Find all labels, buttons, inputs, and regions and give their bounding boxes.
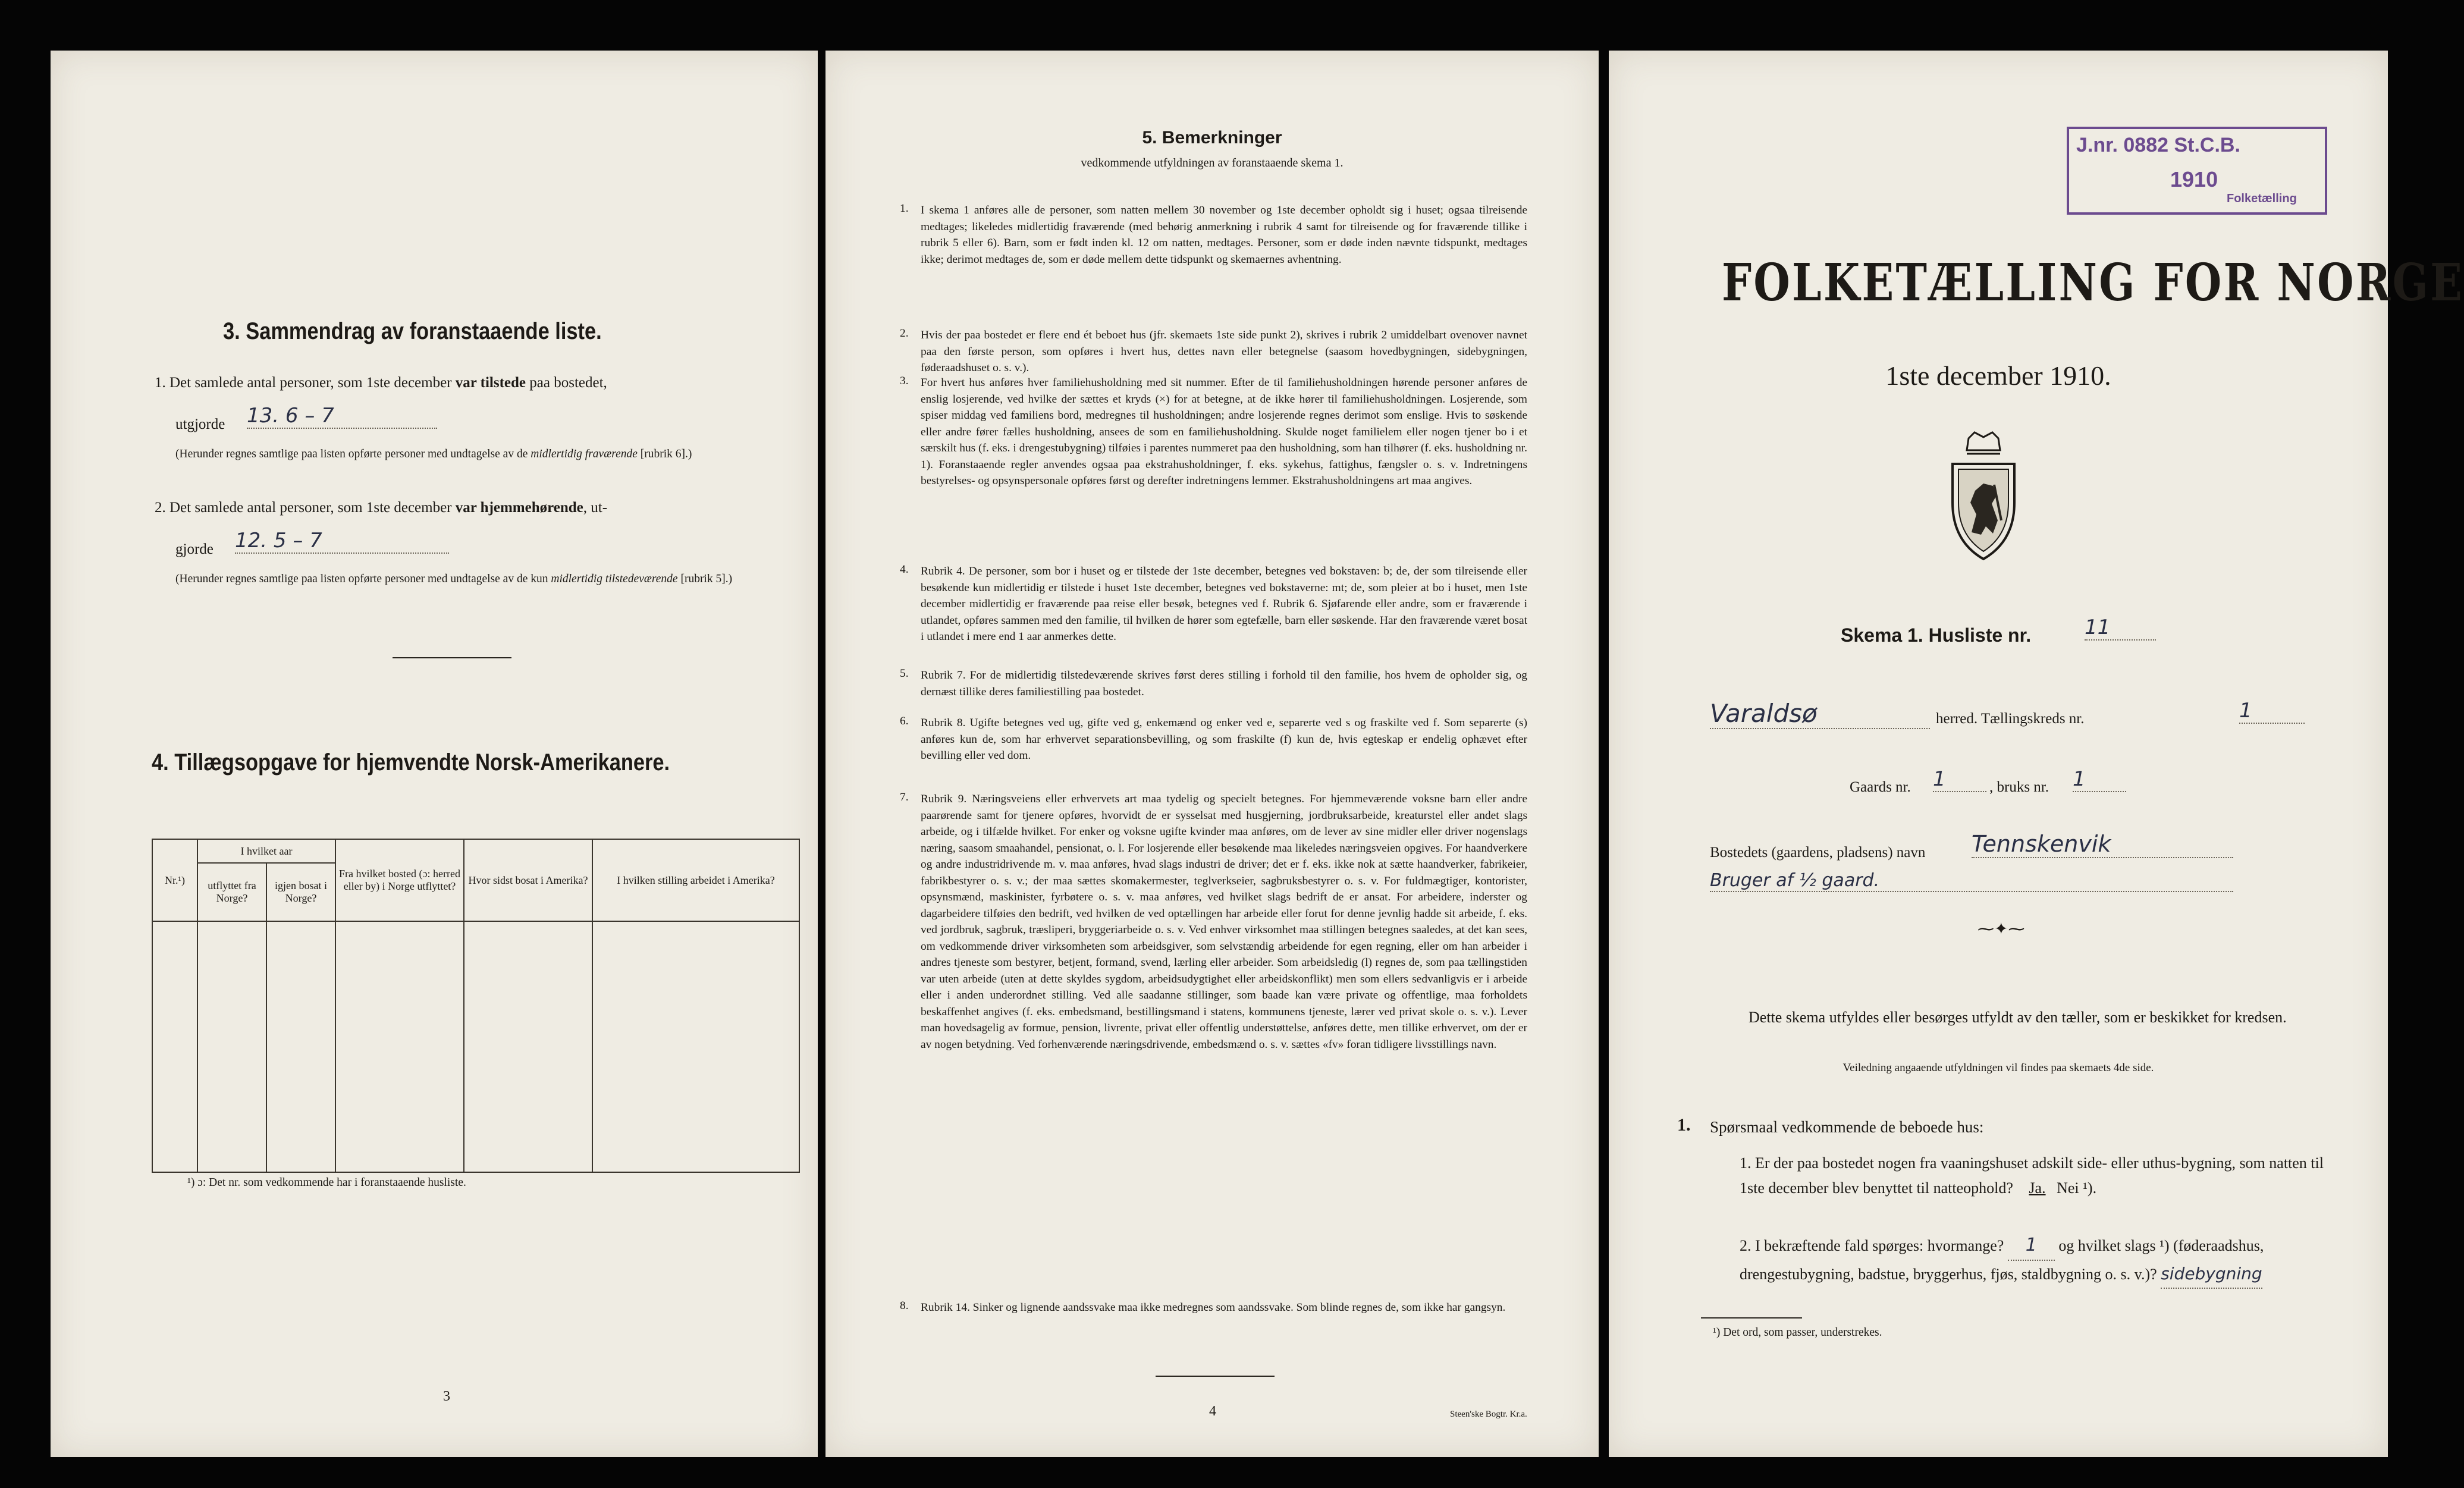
note-text-end: [rubrik 6].) [637, 448, 692, 460]
cell [592, 1130, 799, 1172]
question-2-kind: sidebygning [2161, 1261, 2262, 1289]
cell [152, 921, 197, 963]
cell [335, 963, 464, 1005]
stamp-line-3: Folketælling [2227, 192, 2297, 205]
cell [152, 1130, 197, 1172]
remark-item: I skema 1 anføres alle de personer, som natten mellem 30 november og 1ste december opholdt sig i huset; ogsaa tilreisende medtages; likeledes midlertidig fraværende (med behørig anmerkning i rubrik 4 samt for tilreisende og for fraværende tillike i rubrik 5 eller 6). Barn, som er født inden kl. 12 om natten, medtages. Personer, som er døde inden nævnte tidspunkt, medtages ikke; derimot medtages de, som er døde mellem dette tidspunkt og skemaernes avhentning. [921, 204, 1527, 266]
summary-item-2-note [175, 571, 812, 588]
answer-nei: Nei ¹). [2057, 1179, 2097, 1197]
cell [197, 1047, 266, 1088]
question-1-text: 1. Er der paa bostedet nogen fra vaaningshuset adskilt side- eller uthus-bygning, som natten til 1ste december blev benyttet til natteophold? [1740, 1154, 2324, 1197]
cell [335, 1088, 464, 1130]
remark-item: Rubrik 4. De personer, som bor i huset og er tilstede der 1ste december, betegnes ved bokstaven: b; de, der som tilreisende eller besøkende kun midlertidig er tilstede i huset 1ste december, betegnes ved bokstaverne: mt; de, som pleier at bo i huset, men 1ste december midlertidig er fraværende paa reise eller besøk, betegnes ved f. Rubrik 6. Sjøfarende eller andre, som er fraværende i utlandet, opføres sammen med den familie, til hvilken de hører som egtefælle, barn eller søskende. Har den fraværende været bosat i utlandet i mere end 1 aar anmerkes dette. [921, 565, 1527, 643]
cell [266, 1005, 335, 1047]
herred-label: herred. Tællingskreds nr. [1936, 711, 2085, 727]
footnote: ¹) Det ord, som passer, understrekes. [1713, 1326, 1882, 1339]
question-section-heading: Spørsmaal vedkommende de beboede hus: [1710, 1118, 1984, 1136]
remark-number: 3. [900, 375, 909, 387]
cell [592, 921, 799, 963]
cell [152, 1047, 197, 1088]
divider [1156, 1376, 1275, 1377]
cell [197, 1005, 266, 1047]
note-text-end: [rubrik 5].) [677, 573, 733, 585]
page-3 [51, 51, 818, 1457]
herred-value: Varaldsø [1710, 699, 1930, 729]
cell [266, 921, 335, 963]
cell [464, 963, 592, 1005]
cell [592, 963, 799, 1005]
instruction-reference: Veiledning angaaende utfyldningen vil findes paa skemaets 4de side. [1842, 1062, 2154, 1074]
cell [197, 963, 266, 1005]
cell [335, 1047, 464, 1088]
remark-number: 2. [900, 327, 909, 340]
remarks-title: 5. Bemerkninger [1142, 128, 1282, 147]
page-number: 3 [443, 1389, 450, 1404]
col-out: utflyttet fra Norge? [197, 863, 266, 921]
cell [464, 1088, 592, 1130]
gaards-label: Gaards nr. [1850, 779, 1911, 795]
divider [1701, 1317, 1802, 1319]
question-2-text: 2. I bekræftende fald spørges: hvormange? [1740, 1237, 2004, 1254]
summary-item-2-value: 12. 5 – 7 [235, 529, 449, 554]
summary-item-2 [155, 497, 809, 520]
skema-label: Skema 1. Husliste nr. [1841, 624, 2032, 646]
col-from: Fra hvilket bosted (ɔ: herred eller by) i Norge utflyttet? [335, 839, 464, 921]
husliste-number: 11 [2085, 616, 2156, 641]
question-2-text-end: og hvilket slags ¹) (føderaadshus, drengestubygning, badstue, bryggerhus, fjøs, staldbygning o. s. v.)? [1740, 1237, 2264, 1283]
remark-number: 4. [900, 563, 909, 576]
bosted-value-2: Bruger af ½ gaard. [1710, 870, 2233, 892]
cell [464, 1130, 592, 1172]
cell [335, 1130, 464, 1172]
section-3-title: 3. Sammendrag av foranstaaende liste. [223, 318, 602, 344]
census-title: FOLKETÆLLING FOR NORGE [1722, 253, 2464, 313]
remark-item: Rubrik 8. Ugifte betegnes ved ug, gifte ved g, enkemænd og enker ved e, separerte ved s og fraskilte ved f. Som separerte (s) anføres kun de, som har erhvervet separationsbevilling, og som fraskilte (f) kun de, hvis egteskap er endelig ophævet efter bevilling eller ved dom. [921, 717, 1527, 762]
summary-item-1-value: 13. 6 – 7 [247, 404, 437, 429]
census-date: 1ste december 1910. [1885, 360, 2111, 391]
remark-number: 1. [900, 202, 909, 215]
summary-item-2-text-end: , ut- [583, 500, 608, 516]
question-2 [1740, 1231, 2334, 1289]
cell [197, 921, 266, 963]
remark-number: 6. [900, 715, 909, 727]
remarks-subtitle: vedkommende utfyldningen av foranstaaende skema 1. [1081, 156, 1344, 169]
cell [197, 1130, 266, 1172]
col-nr: Nr.¹) [152, 839, 197, 921]
summary-item-2-bold: var hjemmehørende [455, 500, 583, 516]
cell [464, 1047, 592, 1088]
printer-imprint: Steen'ske Bogtr. Kr.a. [1450, 1409, 1527, 1419]
cell [266, 1047, 335, 1088]
remark-item: Rubrik 9. Næringsveiens eller erhvervets art maa tydelig og specielt betegnes. For hjemmeværende voksne barn eller andre paarørende samt for tjenere opføres, hvorvidt de er sysselsat med husgjerning, jordbruksarbeide, kreaturstel eller andet slags arbeide, og i tilfælde hvilket. For enker og voksne ugifte kvinder maa anføres, om de lever av sine midler eller driver nogenslags næring, saasom smaahandel, pensionat, o. l. For losjerende eller besøkende maa likeledes næringsveien opgives. For haandverkere og andre industridrivende m. v. maa anføres, hvad slags industri de driver; det er f. eks. ikke nok at sætte haandverker, fabrikeier, fabrikbestyrer o. s. v.; der maa sættes skomakermester, teglverkseier, sagbruksbestyrer o. s. v. For fuldmægtiger, kontorister, opsynsmænd, maskinister, fyrbøtere o. s. v. maa anføres, ved hvilket slags bedrift de er ansat. For arbeidere, inderster og dagarbeidere tilføies den bedrift, ved hvilken de ved optællingen har arbeide eller forut for denne jevnlig hadde sit arbeide, f. eks. ved jordbruk, sagbruk, træsliperi, bryggeriarbeide o. s. v. Ved enhver virksomhet maa stillingen betegnes saaledes, at det kan sees, om vedkommende driver virksomheten som arbeidsgiver, som selvstændig arbeidende for egen regning, eller om han arbeider i andres tjeneste som bestyrer, betjent, formand, svend, lærling eller arbeider. Som arbeidsledig (l) regnes de, som paa tællingstiden var uten arbeide (uten at dette skyldes sygdom, arbeidsudygtighet eller arbeidskonflikt) men som ellers sedvanligvis er i arbeide eller i anden underordnet stilling. Ved alle saadanne stillinger, som baade kan være private og offentlige, maa forholdets beskaffenhet angives (f. eks. embedsmand, bestillingsmand i statens, kommunens tjeneste, lærer ved privat skole o. s. v.). Lever man hovedsagelig av formue, pension, livrente, privat eller offentlig understøttelse, anføres dette, men tillike erhvervet, om der er av nogen betydning. Ved forhenværende næringsdrivende, embedsmænd o. s. v. sættes «fv» foran tidligere livsstillings navn. [921, 793, 1527, 1051]
question-section-number: 1. [1677, 1115, 1691, 1135]
col-back: igjen bosat i Norge? [266, 863, 335, 921]
question-1 [1740, 1151, 2334, 1200]
taellingskreds-value: 1 [2239, 699, 2305, 724]
remark-number: 5. [900, 667, 909, 680]
summary-item-1-note [175, 446, 812, 463]
page-4 [825, 51, 1599, 1457]
cell [335, 1005, 464, 1047]
summary-item-1-bold: var tilstede [455, 375, 526, 391]
cell [464, 921, 592, 963]
summary-item-1 [155, 372, 809, 395]
note-italic: midlertidig tilstedeværende [551, 573, 678, 585]
cell [266, 1088, 335, 1130]
table-row [152, 1088, 799, 1130]
cell [592, 1088, 799, 1130]
summary-item-1-text-end: paa bostedet, [526, 375, 607, 391]
summary-item-1-text: 1. Det samlede antal personer, som 1ste december [155, 375, 456, 391]
table-row [152, 921, 799, 963]
table-row [152, 1130, 799, 1172]
note-text: (Herunder regnes samtlige paa listen opførte personer med undtagelse av de kun [175, 573, 551, 585]
remark-number: 7. [900, 791, 909, 803]
bruks-value: 1 [2073, 767, 2126, 792]
table-row [152, 963, 799, 1005]
archive-stamp [2067, 127, 2327, 215]
remark-item: Hvis der paa bostedet er flere end ét beboet hus (jfr. skemaets 1ste side punkt 2), skrives i rubrik 2 umiddelbart ovenover navnet paa den første person, som opføres i hvert hus, dettes navn eller betegnelse (saasom hovedbygningen, sidebygningen, føderaadshuset o. s. v.). [921, 329, 1527, 374]
cell [266, 963, 335, 1005]
instruction-text: Dette skema utfyldes eller besørges utfyldt av den tæller, som er beskikket for kredsen. [1749, 1009, 2287, 1026]
summary-item-1-label: utgjorde [175, 416, 225, 432]
page-number: 4 [1209, 1404, 1216, 1419]
remark-item: For hvert hus anføres hver familiehusholdning med sit nummer. Efter de til familiehusholdningen hørende personer anføres de enslig losjerende, ved hvilke der sættes et kryds (×) for at betegne, at de ikke hører til familiehusholdningen. Losjerende, som spiser middag ved familiens bord, medregnes til husholdningen; andre losjerende regnes derimot som enslige. Hvis to søskende eller andre fører fælles husholdning, ansees de som en familiehusholdning. Skulde noget familielem eller nogen tjener bo i et særskilt hus (f. eks. i drengestubygning) tilføies i parentes nummeret paa den husholdning, som han tilhører (f. eks. husholdning nr. 1). Foranstaaende regler anvendes ogsaa paa ekstrahusholdninger, f. eks. sykehus, fattighus, fængsler o. s. v. Indretningens bestyrelses- og opsynspersonale opføres først og derefter indretningens lemmer. Ekstrahusholdningens art maa angives. [921, 376, 1527, 487]
cell [592, 1005, 799, 1047]
bosted-label: Bostedets (gaardens, pladsens) navn [1710, 845, 1926, 861]
summary-item-2-label: gjorde [175, 541, 214, 557]
col-year-group: I hvilket aar [197, 839, 335, 863]
cell [152, 1088, 197, 1130]
answer-ja: Ja. [2029, 1179, 2046, 1197]
note-text: (Herunder regnes samtlige paa listen opførte personer med undtagelse av de [175, 448, 531, 460]
norsk-amerikanere-table [152, 839, 800, 1173]
cell [152, 1005, 197, 1047]
summary-item-2-text: 2. Det samlede antal personer, som 1ste december [155, 500, 456, 516]
table-row [152, 1005, 799, 1047]
cell [197, 1088, 266, 1130]
stamp-line-2: 1910 [2170, 167, 2218, 192]
question-2-count: 1 [2008, 1231, 2055, 1261]
ornament-icon: ⁓✦⁓ [1978, 920, 2025, 938]
col-job: I hvilken stilling arbeidet i Amerika? [592, 839, 799, 921]
cell [152, 963, 197, 1005]
divider [393, 657, 511, 658]
table-footnote: ¹) ɔ: Det nr. som vedkommende har i foranstaaende husliste. [187, 1176, 466, 1189]
col-where: Hvor sidst bosat i Amerika? [464, 839, 592, 921]
remark-item: Rubrik 7. For de midlertidig tilstedeværende skrives først deres stilling i forhold til den familie, hos hvem de opholder sig, og dernæst tillike deres familiestilling paa bostedet. [921, 669, 1527, 698]
note-italic: midlertidig fraværende [531, 448, 638, 460]
section-4-title: 4. Tillægsopgave for hjemvendte Norsk-Amerikanere. [152, 749, 670, 776]
remark-number: 8. [900, 1299, 909, 1312]
cell [266, 1130, 335, 1172]
cell [592, 1047, 799, 1088]
cell [464, 1005, 592, 1047]
bosted-value: Tennskenvik [1972, 831, 2233, 858]
gaards-value: 1 [1933, 767, 1986, 792]
norwegian-coat-of-arms-icon [1942, 431, 2025, 562]
remark-item: Rubrik 14. Sinker og lignende aandssvake maa ikke medregnes som aandssvake. Som blinde regnes de, som ikke har gangsyn. [921, 1301, 1506, 1314]
stamp-line-1: J.nr. 0882 St.C.B. [2076, 134, 2240, 156]
table-row [152, 1047, 799, 1088]
bruks-label: , bruks nr. [1989, 779, 2049, 795]
page-1-cover [1609, 51, 2464, 1457]
cell [335, 921, 464, 963]
